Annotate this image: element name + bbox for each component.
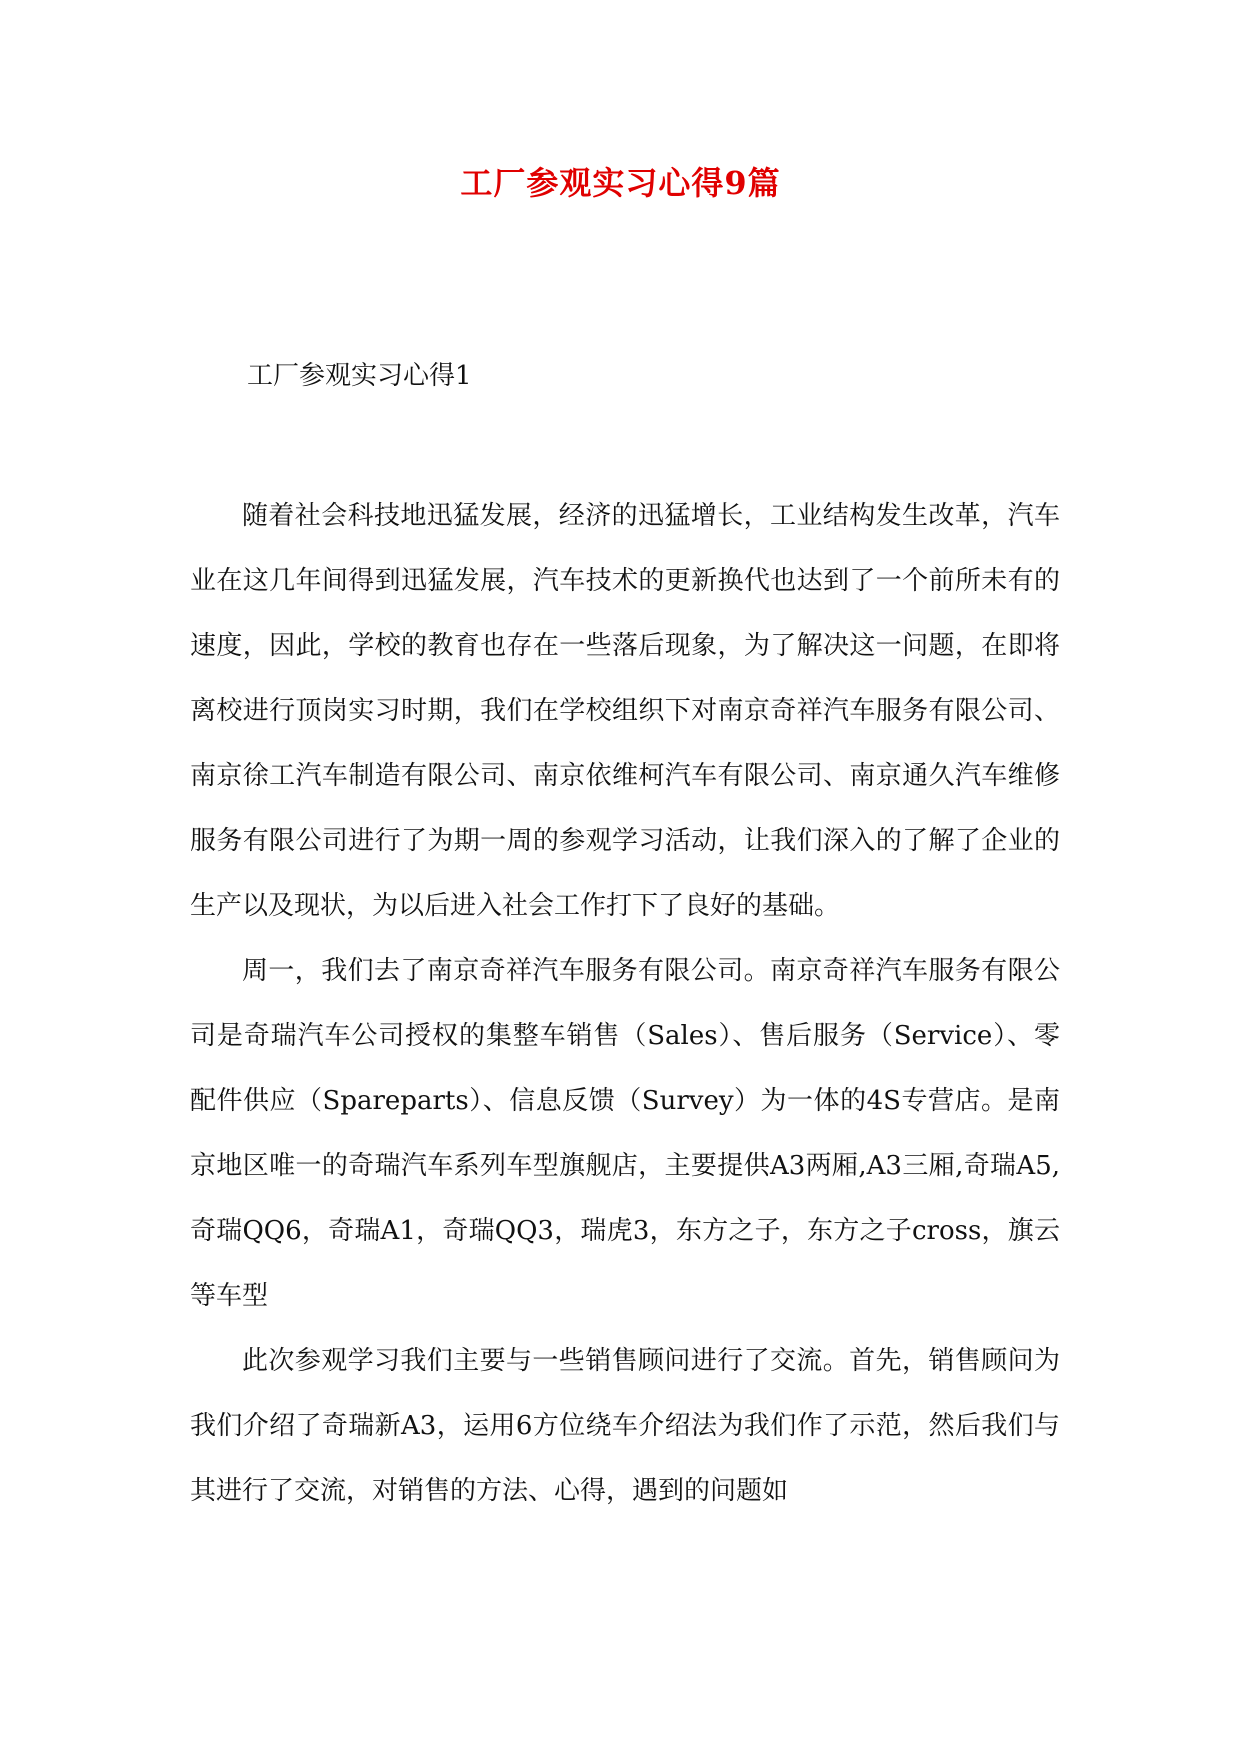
- paragraph: 随着社会科技地迅猛发展，经济的迅猛增长，工业结构发生改革，汽车业在这几年间得到迅猛发展，汽车技术的更新换代也达到了一个前所未有的速度，因此，学校的教育也存在一些落后现象，为了解决这一问题，在即将离校进行顶岗实习时期，我们在学校组织下对南京奇祥汽车服务有限公司、南京徐工汽车制造有限公司、南京依维柯汽车有限公司、南京通久汽车维修服务有限公司进行了为期一周的参观学习活动，让我们深入的了解了企业的生产以及现状，为以后进入社会工作打下了良好的基础。: [190, 501, 1060, 921]
- paragraph: 此次参观学习我们主要与一些销售顾问进行了交流。首先，销售顾问为我们介绍了奇瑞新A3，运用6方位绕车介绍法为我们作了示范，然后我们与其进行了交流，对销售的方法、心得，遇到的问题如: [190, 1346, 1060, 1506]
- section-heading: 工厂参观实习心得1: [247, 361, 472, 391]
- body-text: [190, 484, 1060, 1524]
- paragraph: 周一，我们去了南京奇祥汽车服务有限公司。南京奇祥汽车服务有限公司是奇瑞汽车公司授权的集整车销售（Sales）、售后服务（Service）、零配件供应（Spareparts）、信息反馈（Survey）为一体的4S专营店。是南京地区唯一的奇瑞汽车系列车型旗舰店，主要提供A3两厢,A3三厢,奇瑞A5,奇瑞QQ6，奇瑞A1，奇瑞QQ3，瑞虎3，东方之子，东方之子cross，旗云等车型: [190, 956, 1060, 1311]
- document-title: 工厂参观实习心得9篇: [460, 164, 781, 202]
